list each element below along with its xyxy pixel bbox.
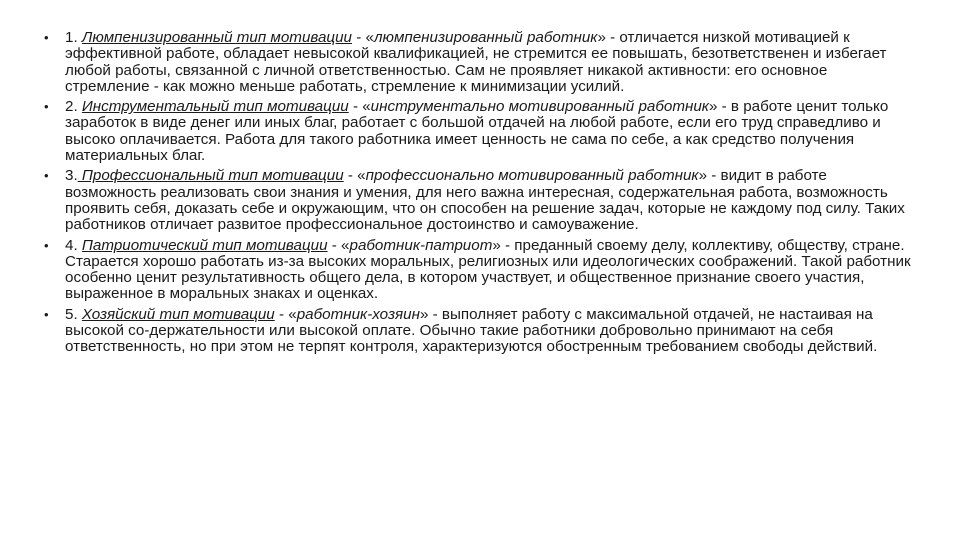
motivation-types-list: [44, 30, 912, 360]
separator: - «: [327, 236, 350, 254]
item-number: 3.: [65, 167, 78, 185]
item-description: » - видит в работе возможность реализовать свои знания и умения, для него важна интересная, содержательная работа, возможность проявить себя, доказать себе и окружающим, что он способен на решение задач, которые не каждому под силу. Таких работников отличает развитое профессиональное достоинство и самоуважение.: [65, 167, 905, 234]
bullet: •: [44, 237, 49, 253]
motivation-type: Профессиональный тип мотивации: [77, 167, 344, 185]
worker-type: инструментально мотивированный работник: [370, 98, 709, 116]
worker-type: работник-хозяин: [296, 305, 420, 323]
list-item: [44, 307, 912, 356]
list-item: [44, 30, 912, 95]
motivation-type: Хозяйский тип мотивации: [81, 305, 275, 323]
motivation-type: Патриотический тип мотивации: [81, 236, 328, 254]
list-item: [44, 168, 912, 233]
item-description: » - отличается низкой мотивацией к эффективной работе, обладает невысокой квалификацией, не стремится ее повышать, безответственен и избегает любой работы, связанной с личной ответственностью. Сам не проявляет никакой активности: его основное стремление - как можно меньше работать, стремление к минимизации усилий.: [65, 29, 887, 95]
item-description: » - выполняет работу с максимальной отдачей, не настаивая на высокой со-держательности или высокой оплате. Обычно такие работники добровольно принимают на себя ответственность, но при этом не терпят контроля, характеризуются обостренным требованием свободы действий.: [65, 305, 878, 356]
separator: - «: [343, 167, 366, 185]
item-number: 2.: [65, 98, 78, 116]
motivation-type: Инструментальный тип мотивации: [81, 98, 349, 116]
worker-type: работник-патриот: [349, 236, 493, 254]
bullet: •: [44, 168, 49, 184]
separator: - «: [348, 98, 371, 116]
worker-type: люмпенизированный работник: [373, 29, 598, 46]
item-number: 5.: [65, 305, 78, 323]
separator: - «: [274, 305, 297, 323]
motivation-type: Люмпенизированный тип мотивации: [81, 29, 353, 46]
item-description: » - в работе ценит только заработок в виде денег или иных благ, работает с большой отдачей на любой работе, если его труд справедливо и высоко оплачивается. Работа для такого работника имеет ценность не сама по себе, а как средство получения материальных благ.: [65, 98, 889, 165]
item-description: » - преданный своему делу, коллективу, обществу, стране. Старается хорошо работать из-за высоких моральных, религиозных или идеологических соображений. Такой работник особенно ценит результативность общего дела, в котором участвует, и общественное признание своего участия, выраженное в моральных знаках и оценках.: [65, 236, 911, 303]
list-item: [44, 99, 912, 164]
worker-type: профессионально мотивированный работник: [365, 167, 699, 185]
bullet: •: [44, 30, 49, 45]
list-item: [44, 238, 912, 303]
item-number: 4.: [65, 236, 78, 254]
bullet: •: [44, 306, 49, 322]
bullet: •: [44, 99, 49, 115]
item-number: 1.: [65, 29, 78, 46]
separator: - «: [352, 29, 374, 46]
